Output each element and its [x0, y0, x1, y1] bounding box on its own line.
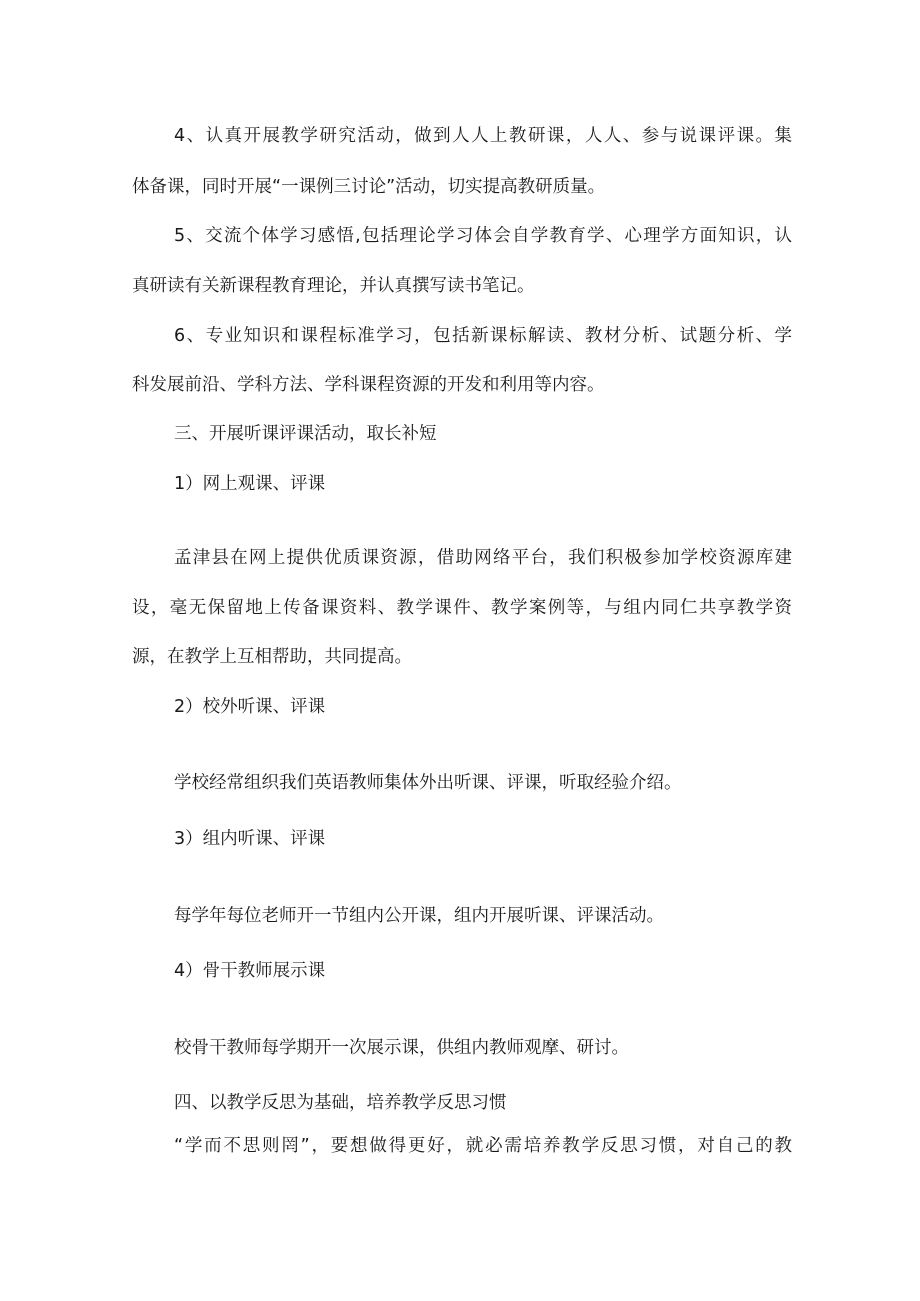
- subsection-2-heading: 2）校外听课、评课: [174, 697, 326, 717]
- subsection-3-line-1: 每学年每位老师开一节组内公开课，组内开展听课、评课活动。: [174, 906, 664, 926]
- subsection-2-line-1: 学校经常组织我们英语教师集体外出听课、评课，听取经验介绍。: [174, 773, 682, 793]
- subsection-1-line-2: 设，毫无保留地上传备课资料、教学课件、教学案例等，与组内同仁共享教学资: [132, 598, 792, 618]
- section-3-heading: 三、开展听课评课活动，取长补短: [174, 424, 437, 444]
- subsection-1-line-3: 源，在教学上互相帮助，共同提高。: [132, 647, 412, 667]
- item-4-line-2: 体备课，同时开展“一课例三讨论”活动，切实提高教研质量。: [132, 177, 606, 197]
- subsection-4-heading: 4）骨干教师展示课: [174, 961, 326, 981]
- subsection-1-line-1: 孟津县在网上提供优质课资源，借助网络平台，我们积极参加学校资源库建: [174, 548, 792, 568]
- subsection-3-heading: 3）组内听课、评课: [174, 829, 326, 849]
- item-5-line-1: 5、交流个体学习感悟,包括理论学习体会自学教育学、心理学方面知识，认: [174, 226, 792, 246]
- item-4-line-1: 4、认真开展教学研究活动，做到人人上教研课，人人、参与说课评课。集: [174, 126, 792, 146]
- item-5-line-2: 真研读有关新课程教育理论，并认真撰写读书笔记。: [132, 276, 535, 296]
- item-6-line-1: 6、专业知识和课程标准学习，包括新课标解读、教材分析、试题分析、学: [174, 326, 792, 346]
- subsection-4-line-1: 校骨干教师每学期开一次展示课，供组内教师观摩、研讨。: [174, 1038, 629, 1058]
- section-4-line-1: “学而不思则罔”，要想做得更好，就必需培养教学反思习惯，对自己的教: [174, 1136, 792, 1156]
- item-6-line-2: 科发展前沿、学科方法、学科课程资源的开发和利用等内容。: [132, 375, 605, 395]
- section-4-heading: 四、以教学反思为基础，培养教学反思习惯: [174, 1093, 507, 1113]
- subsection-1-heading: 1）网上观课、评课: [174, 474, 326, 494]
